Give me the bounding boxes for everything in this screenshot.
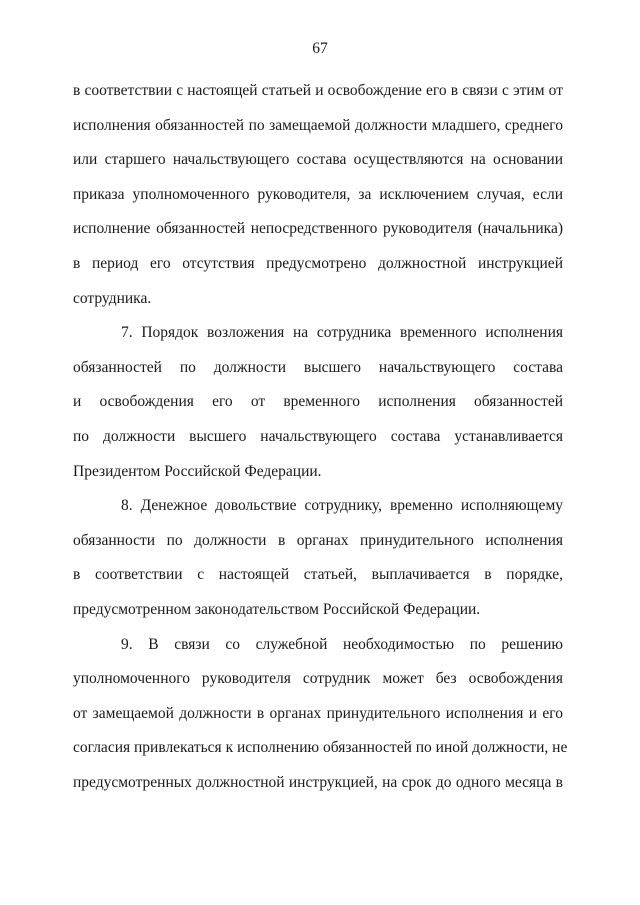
document-body xyxy=(73,74,568,800)
text-line: 7. Порядок возложения на сотрудника временного исполнения xyxy=(121,324,563,342)
text-line: сотрудника. xyxy=(73,289,152,307)
text-line: в период его отсутствия предусмотрено должностной инструкцией xyxy=(73,254,563,272)
text-line: в соответствии с настоящей статьей, выплачивается в порядке, xyxy=(73,566,563,584)
text-line: приказа уполномоченного руководителя, за исключением случая, если xyxy=(73,185,563,203)
text-line: или старшего начальствующего состава осуществляются на основании xyxy=(73,151,563,169)
paragraph-continuation xyxy=(73,74,563,316)
paragraph-9 xyxy=(73,628,568,801)
text-line: исполнение обязанностей непосредственного руководителя (начальника) xyxy=(73,220,563,238)
text-line: обязанности по должности в органах принудительного исполнения xyxy=(73,531,563,549)
text-line: и освобождения его от временного исполнения обязанностей xyxy=(73,393,563,411)
text-line: по должности высшего начальствующего состава устанавливается xyxy=(73,427,563,445)
text-line: уполномоченного руководителя сотрудник может без освобождения xyxy=(73,670,563,688)
text-line: в соответствии с настоящей статьей и освобождение его в связи с этим от xyxy=(73,82,563,99)
text-line: предусмотренных должностной инструкцией, на срок до одного месяца в xyxy=(73,773,563,791)
text-line: обязанностей по должности высшего начальствующего состава xyxy=(73,358,563,376)
page-number: 67 xyxy=(312,40,328,57)
text-line: согласия привлекаться к исполнению обязанностей по иной должности, не xyxy=(73,739,568,757)
text-line: исполнения обязанностей по замещаемой должности младшего, среднего xyxy=(73,116,563,134)
text-line: Президентом Российской Федерации. xyxy=(73,462,322,480)
text-line: предусмотренном законодательством Российской Федерации. xyxy=(73,600,481,618)
paragraph-8 xyxy=(73,489,563,627)
paragraph-7 xyxy=(73,316,563,489)
text-line: от замещаемой должности в органах принудительного исполнения и его xyxy=(73,704,563,722)
text-line: 8. Денежное довольствие сотруднику, временно исполняющему xyxy=(121,497,563,515)
text-line: 9. В связи со служебной необходимостью по решению xyxy=(121,635,563,653)
